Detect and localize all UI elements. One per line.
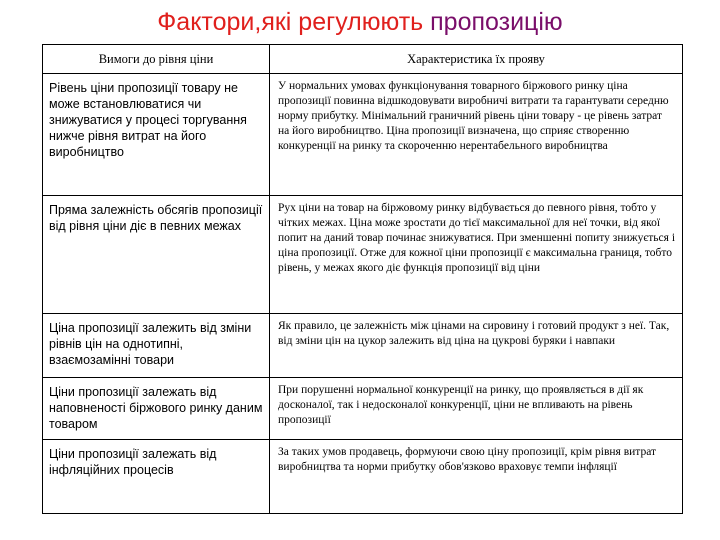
table-row [43,314,683,378]
characteristic-cell: За таких умов продавець, формуючи свою ціну пропозиції, крім рівня витрат виробництва та норми прибутку обов'язково враховує темпи інфляції [270,440,683,514]
requirement-cell: Ціни пропозиції залежать від наповненості біржового ринку даним товаром [43,378,270,440]
requirement-cell: Пряма залежність обсягів пропозиції від рівня ціни діє в певних межах [43,196,270,314]
title-part-2: пропозицію [430,8,563,36]
requirement-cell: Ціна пропозиції залежить від зміни рівнів цін на однотипні, взаємозамінні товари [43,314,270,378]
characteristic-cell: Рух ціни на товар на біржовому ринку відбувається до певного рівня, тобто у чітких межах. Ціна може зростати до тієї максимальної для неї точки, від якої попит на даний товар починає знижуватися. При зменшенні попиту знижується і ціна пропозиції. Отже для кожної ціни пропозиції є максимальна границя, тобто рівень, у межах якого діє функція пропозиції від ціни [270,196,683,314]
title-part-1: Фактори,які регулюють [157,8,431,36]
header-characteristics: Характеристика їх прояву [270,45,683,74]
table-row [43,196,683,314]
table-row [43,378,683,440]
characteristic-cell: При порушенні нормальної конкуренції на ринку, що проявляється в дії як досконалої, так і недосконалої конкуренції, ціни не впливають на рівень пропозиції [270,378,683,440]
characteristic-cell: Як правило, це залежність між цінами на сировину і готовий продукт з неї. Так, від зміни цін на цукор залежить від ціна на цукрові буряки і навпаки [270,314,683,378]
header-requirements: Вимоги до рівня ціни [43,45,270,74]
characteristic-cell: У нормальних умовах функціонування товарного біржового ринку ціна пропозиції повинна відшкодовувати виробничі витрати та гарантувати середню норму прибутку. Мінімальний граничний рівень ціни товару - це рівень затрат на його виробництво. Ціна пропозиції визначена, що сприяє створенню конкуренції на ринку та скороченню нерентабельного виробництва [270,74,683,196]
table-header-row [43,45,683,74]
requirement-cell: Рівень ціни пропозиції товару не може встановлюватися чи знижуватися у процесі торгування нижче рівня витрат на його виробництво [43,74,270,196]
table-row [43,440,683,514]
factors-table [42,44,683,514]
table-row [43,74,683,196]
requirement-cell: Ціни пропозиції залежать від інфляційних процесів [43,440,270,514]
slide-title [0,6,720,38]
